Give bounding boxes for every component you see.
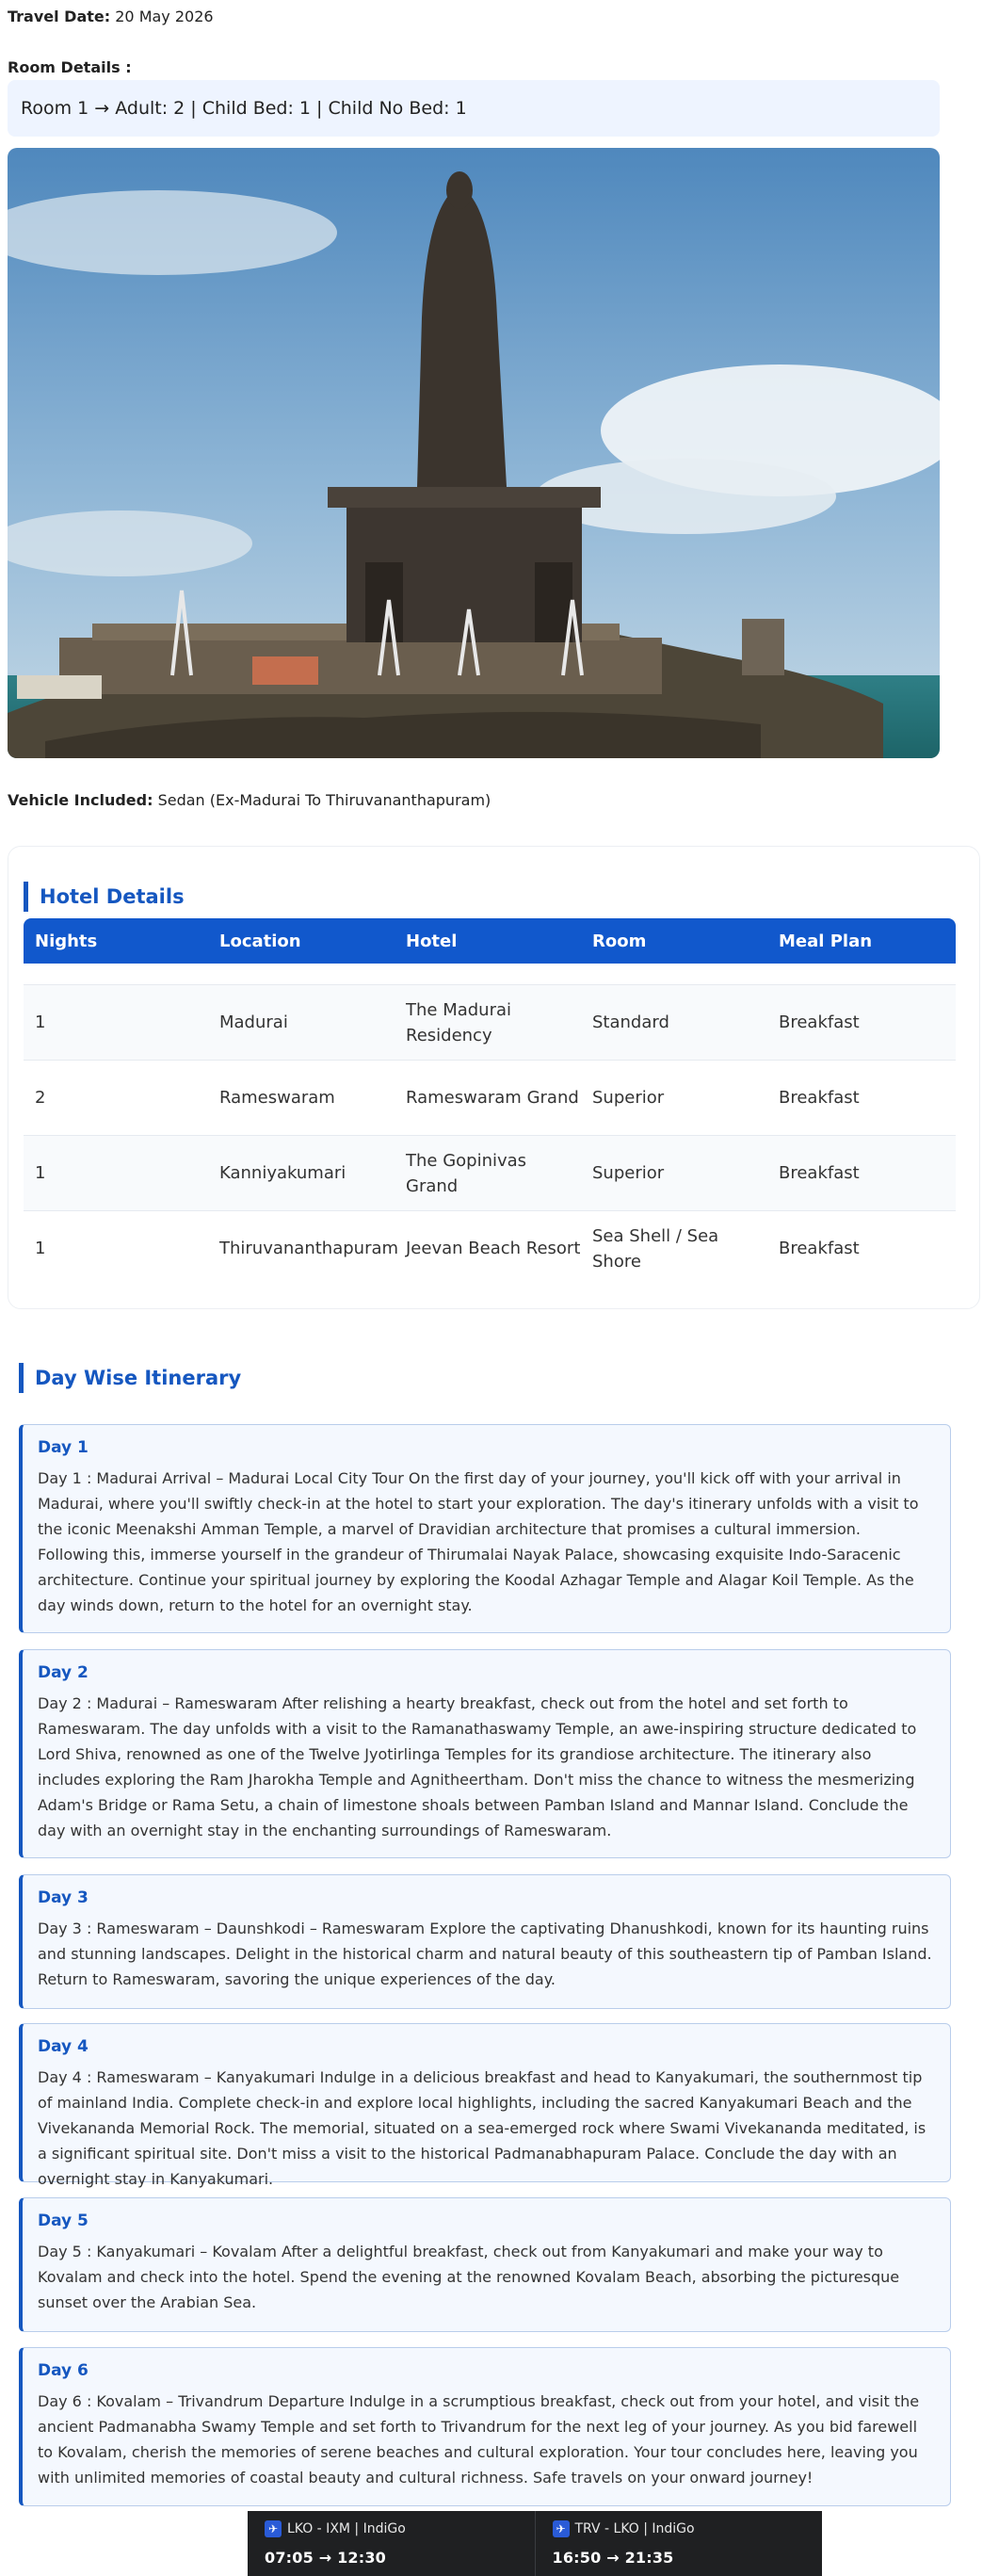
cell-hotel: Jeevan Beach Resort (406, 1239, 581, 1258)
flight-route: LKO - IXM | IndiGo (287, 2521, 406, 2536)
column-header-hotel: Hotel (406, 931, 458, 951)
day-description: Day 6 : Kovalam – Trivandrum Departure Indulge in a scrumptious breakfast, check out from your hotel, and visit the ancient Padmanabha Swamy Temple and set forth to Trivandrum for the next leg of your journey. As you bid farewell to Kovalam, cherish the memories of serene beaches and cultural exploration. Your tour concludes here, leaving you with unlimited memories of coastal beauty and cultural richness. Safe travels on your onward journey! (38, 2392, 920, 2487)
day-card-3 (19, 1874, 951, 2009)
day-description: Day 5 : Kanyakumari – Kovalam After a delightful breakfast, check out from Kanyakumari and make your way to Kovalam and check into the hotel. Spend the evening at the renowned Kovalam Beach, absorbing the picturesque sunset over the Arabian Sea. (38, 2243, 900, 2311)
cell-room: Standard (592, 1013, 669, 1032)
cell-hotel: Rameswaram Grand (406, 1088, 579, 1108)
day-description: Day 2 : Madurai – Rameswaram After relishing a hearty breakfast, check out from the hotel and set forth to Rameswaram. The day unfolds with a visit to the Ramanathaswamy Temple, an awe-inspiring structure dedicated to Lord Shiva, renowned as one of the Twelve Jyotirlinga Temples for its grandiose architecture. The itinerary also includes exploring the Ram Jharokha Temple and Agnitheertham. Don't miss the chance to witness the mesmerizing Adam's Bridge or Rama Setu, a chain of limestone shoals between Pamban Island and Mannar Island. Conclude the day with an overnight stay in the enchanting surroundings of Rameswaram. (38, 1694, 917, 1839)
day-card-2 (19, 1649, 951, 1858)
cell-meal-plan: Breakfast (779, 1163, 860, 1183)
room-details-box (8, 80, 940, 137)
cell-room: Sea Shell / Sea Shore (592, 1225, 719, 1272)
table-row (24, 1060, 956, 1135)
cell-nights: 1 (35, 1013, 46, 1032)
day-card-4 (19, 2023, 951, 2188)
room-details-heading: Room Details : (8, 58, 132, 76)
flight-outbound[interactable] (248, 2511, 535, 2576)
column-header-location: Location (219, 931, 301, 951)
table-row (24, 984, 956, 1060)
day-description: Day 4 : Rameswaram – Kanyakumari Indulge in a delicious breakfast and head to Kanyakumari, the southernmost tip of mainland India. Complete check-in and explore local highlights, including the sacred Kanyakumari Beach and the Vivekananda Memorial Rock. The memorial, situated on a sea-emerged rock where Swami Vivekananda meditated, is a significant spiritual site. Don't miss a visit to the historical Padmanabhapuram Palace. Conclude the day with an overnight stay in Kanyakumari. (38, 2068, 926, 2188)
cell-location: Rameswaram (219, 1088, 335, 1108)
room-details-text: Room 1 → Adult: 2 | Child Bed: 1 | Child No Bed: 1 (21, 98, 467, 119)
day-title: Day 1 (38, 1438, 89, 1457)
day-description: Day 3 : Rameswaram – Daunshkodi – Rameswaram Explore the captivating Dhanushkodi, known for its haunting ruins and stunning landscapes. Delight in the historical charm and natural beauty of this southeastern tip of Pamban Island. Return to Rameswaram, savoring the unique experiences of the day. (38, 1920, 932, 1988)
itinerary-title: Day Wise Itinerary (19, 1363, 241, 1393)
hotel-details-title: Hotel Details (24, 882, 185, 912)
column-header-meal-plan: Meal Plan (779, 931, 873, 951)
day-card-5 (19, 2197, 951, 2332)
table-row (24, 1135, 956, 1210)
cell-nights: 1 (35, 1163, 46, 1183)
travel-date-label: Travel Date: (8, 8, 111, 25)
cell-location: Kanniyakumari (219, 1163, 346, 1183)
travel-date-value: 20 May 2026 (115, 8, 214, 25)
cell-hotel: The Gopinivas Grand (406, 1150, 527, 1196)
plane-icon: ✈ (553, 2520, 570, 2537)
travel-date (8, 8, 214, 25)
day-title: Day 6 (38, 2361, 89, 2380)
hotel-table-header (24, 918, 956, 964)
day-description: Day 1 : Madurai Arrival – Madurai Local City Tour On the first day of your journey, you'll kick off with your arrival in Madurai, where you'll swiftly check-in at the hotel to start your exploration. The day's itinerary unfolds with a visit to the iconic Meenakshi Amman Temple, a marvel of Dravidian architecture that promises a cultural immersion. Following this, immerse yourself in the grandeur of Thirumalai Nayak Palace, showcasing exquisite Indo-Saracenic architecture. Continue your spiritual journey by exploring the Koodal Azhagar Temple and Alagar Koil Temple. As the day winds down, return to the hotel for an overnight stay. (38, 1469, 919, 1614)
cell-nights: 1 (35, 1239, 46, 1258)
flight-time: 07:05 → 12:30 (265, 2549, 387, 2567)
vehicle-included (8, 791, 491, 809)
hotel-table (24, 918, 956, 1286)
cell-room: Superior (592, 1088, 665, 1108)
flight-route: TRV - LKO | IndiGo (574, 2521, 695, 2536)
flight-summary-bar (248, 2511, 822, 2576)
day-title: Day 3 (38, 1888, 89, 1907)
cell-meal-plan: Breakfast (779, 1088, 860, 1108)
cell-hotel: The Madurai Residency (406, 999, 512, 1045)
vehicle-label: Vehicle Included: (8, 791, 153, 809)
plane-icon: ✈ (265, 2520, 282, 2537)
day-title: Day 5 (38, 2211, 89, 2230)
cell-room: Superior (592, 1163, 665, 1183)
cell-meal-plan: Breakfast (779, 1239, 860, 1258)
day-card-6 (19, 2347, 951, 2506)
flight-return[interactable] (535, 2511, 823, 2576)
cell-meal-plan: Breakfast (779, 1013, 860, 1032)
destination-photo (8, 148, 940, 758)
day-title: Day 4 (38, 2037, 89, 2056)
column-header-room: Room (592, 931, 647, 951)
column-header-nights: Nights (35, 931, 98, 951)
cell-nights: 2 (35, 1088, 46, 1108)
vehicle-value: Sedan (Ex-Madurai To Thiruvananthapuram) (157, 791, 491, 809)
day-card-1 (19, 1424, 951, 1633)
day-title: Day 2 (38, 1663, 89, 1682)
table-row (24, 1210, 956, 1286)
cell-location: Thiruvananthapuram (219, 1239, 399, 1258)
flight-time: 16:50 → 21:35 (552, 2549, 674, 2567)
cell-location: Madurai (219, 1013, 288, 1032)
